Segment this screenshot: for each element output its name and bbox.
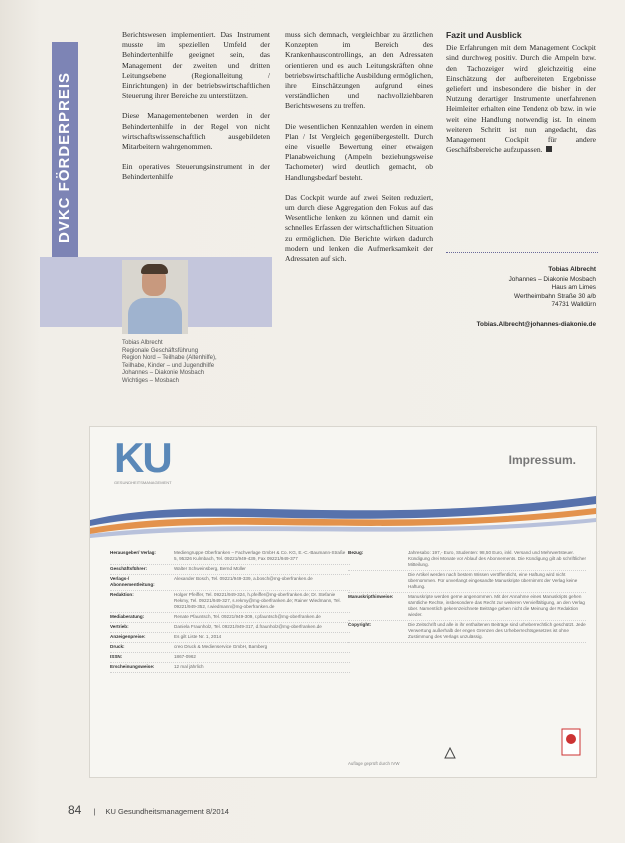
imprint-value: creo Druck & Medienservice GmbH, Bamberg (174, 644, 268, 649)
imprint-label: ISSN: (110, 654, 123, 659)
imprint-row (110, 653, 350, 663)
imprint-left-list (110, 549, 350, 673)
paragraph-wrap (446, 43, 596, 155)
paragraph: Diese Managementebenen werden in der Behindertenhilfe in der Regel von nicht wirtschaftswissenschaftlich ausgebildeten Mitarbeitern wahrgenommen. (122, 111, 270, 152)
imprint-label: Manuskripthinweise: (348, 594, 394, 599)
imprint-label (348, 572, 408, 590)
imprint-box (89, 426, 597, 778)
section-label: DVKC FÖRDERPREIS (56, 71, 74, 243)
imprint-value: 1867-0962 (174, 654, 196, 659)
imprint-row (110, 565, 350, 575)
author-address: Wertheimbahn Straße 30 a/b (514, 292, 596, 300)
imprint-label: Mediaberatung: (110, 614, 145, 619)
imprint-value: Die Artikel werden nach bestem Wissen veröffentlicht, eine Haftung wird nicht übernommen. Für unverlangt eingesandte Manuskripte übernimmt der Verlag keine Haftung. (408, 572, 578, 589)
wave-decoration (90, 482, 596, 542)
imprint-value: Manuskripte werden gerne angenommen. Mit der Annahme eines Manuskripts gehen sämtliche Rechte, insbesondere das Recht zur weiteren Vervielfältigung, an den Verlag über. Namentlich gekennzeichnete Beiträge geben nicht die Meinung der Redaktion wieder. (408, 594, 585, 617)
author-block (446, 266, 596, 329)
imprint-title: Impressum. (508, 453, 576, 467)
imprint-value: Walter Schweinsberg, Bernd Müller (174, 566, 246, 571)
imprint-label: Copyright: (348, 622, 372, 627)
imprint-row (110, 643, 350, 653)
imprint-row (348, 549, 586, 571)
section-label-wrap (52, 42, 78, 272)
caption-line: Regionale Geschäftsführung (122, 347, 199, 354)
caption-line: Wichtiges – Mosbach (122, 377, 180, 384)
author-address: Haus am Limes (551, 284, 596, 292)
imprint-label: Vertrieb: (110, 624, 129, 629)
imprint-row (348, 621, 586, 643)
photo-shirt (128, 298, 182, 334)
caption-line: Tobias Albrecht (122, 340, 163, 346)
end-mark-icon (546, 146, 552, 152)
paragraph: Das Cockpit wurde auf zwei Seiten reduziert, um durch diese Aggregation den Fokus auf das Wesentliche lenken zu können und damit ein schnelles Erfassen der wirtschaftlichen Situation zu ermöglichen. Die Berichte wirken dadurch modern und lenken die Aufmerksamkeit der Adressaten auf sich. (285, 192, 433, 264)
ku-logo (114, 434, 172, 485)
paragraph: Berichtswesen implementiert. Das Instrument musste im speziellen Umfeld der Behindertenhilfe geeignet sein, das Management der zweiten und dritten Leitungsebene (Regionalleitung / Einrichtungen) in der betriebswirtschaftlichen Steuerung ihrer Bereiche zu unterstützen. (122, 30, 270, 101)
imprint-row (110, 663, 350, 673)
author-name: Tobias Albrecht (548, 266, 596, 273)
imprint-label: Anzeigenpreise: (110, 634, 146, 639)
imprint-label: Bezug: (348, 550, 364, 555)
imprint-value: 12 mal jährlich (174, 664, 204, 669)
imprint-row (110, 575, 350, 591)
caption-line: Johannes – Diakonie Mosbach (122, 370, 205, 377)
page-footer (68, 803, 229, 817)
imprint-row (110, 623, 350, 633)
certification-logo-icon (560, 727, 582, 757)
logo-text: KU (114, 434, 171, 481)
caption-line: Teilhabe, Kinder – und Jugendhilfe (122, 362, 215, 369)
photo-caption (122, 340, 272, 386)
article-column-3 (446, 30, 596, 165)
paragraph: Die Erfahrungen mit dem Management Cockpit sind durchweg positiv. Durch die Ampeln bzw. den Tachozeiger wird gleichzeitig eine Einschätzung der aufbereiteten Ergebnisse geliefert und insbesondere die bisher in der Nutzung derartiger Instrumente unerfahrenen Heimleiter erhalten eine Tendenz ob bzw. in wie weit eine Handlung notwendig ist. In einem weiteren Schritt ist nun angedacht, das Management Cockpit für andere Geschäftsbereiche aufzupassen. (446, 43, 596, 155)
imprint-row (110, 633, 350, 643)
caption-line: Region Nord – Teilhabe (Altenhilfe), (122, 355, 217, 362)
divider (446, 252, 598, 253)
imprint-value: Alexander Bosch, Tel. 09221/949-339, a.bosch@mg-oberfranken.de (174, 576, 313, 581)
imprint-row (110, 549, 350, 565)
imprint-label: Redaktion: (110, 592, 134, 597)
author-email[interactable]: Tobias.Albrecht@johannes-diakonie.de (476, 321, 596, 329)
logo-subtitle: GESUNDHEITSMANAGEMENT (114, 480, 172, 485)
imprint-value: Renate Pfauntsch, Tel. 09221/949-309, r.pfauntsch@mg-oberfranken.de (174, 614, 321, 619)
imprint-row (110, 591, 350, 613)
imprint-row (348, 593, 586, 621)
imprint-label: Erscheinungsweise: (110, 664, 155, 669)
imprint-label: Druck: (110, 644, 125, 649)
imprint-right-list (348, 549, 586, 643)
photo-hair (141, 264, 168, 274)
imprint-value: Daniela Fraunholz, Tel. 09221/949-317, d.fraunholz@mg-oberfranken.de (174, 624, 322, 629)
pefc-logo-icon (444, 747, 456, 759)
footer-separator: | (93, 807, 96, 816)
imprint-row (110, 613, 350, 623)
imprint-row (348, 571, 586, 593)
imprint-value: Die Zeitschrift und alle in ihr enthaltenen Beiträge sind urheberrechtlich geschützt. Jede Verwertung außerhalb der engen Grenzen des Urheberrechtsgesetzes ist ohne Zustimmung des Verlags unzulässig. (408, 622, 586, 639)
article-column-1 (122, 30, 270, 193)
imprint-value: Mediengruppe Oberfranken – Fachverlage GmbH & Co. KG, E.-C.-Baumann-Straße 5, 95326 Kulmbach, Tel. 09221/949-439, Fax 09221/949-377 (174, 550, 346, 561)
paragraph: Die wesentlichen Kennzahlen werden in einem Plan / Ist Vergleich gegenübergestellt. Durch eine visuelle Bewertung einer etwaigen Planabweichung (Ampeln beziehungsweise Tachometer) wird deutlich gemacht, ob Handlungsbedarf besteht. (285, 121, 433, 182)
section-heading: Fazit und Ausblick (446, 30, 522, 40)
paragraph: Ein operatives Steuerungsinstrument in der Behindertenhilfe (122, 162, 270, 182)
imprint-label: Geschäftsführer: (110, 566, 148, 571)
imprint-value: Holger Pfeiffer, Tel. 09221/949-324, h.pfeiffer@mg-oberfranken.de; Dr. Stefanie Rekmy, Tel. 09221/949-327, s.rekmy@mg-oberfranken.de; Rainer Wiedmann, Tel. 09221/949-352, r.wiedmann@mg-oberfranken.de (174, 592, 341, 609)
imprint-value: Jahresabo: 197,- Euro, Studenten: 98,50 Euro, inkl. Versand und Mehrwertsteuer. Kündigung drei Monate vor Ablauf des Abonnements. Die Kündigung gilt ab schriftlicher Mitteilung. (408, 550, 586, 567)
paragraph: muss sich demnach, vergleichbar zu ärztlichen Konzepten im Bereich des Krankenhauscontrollings, an den Adressaten orientieren und es auch Leitungskräften ohne betriebswirtschaftliche Ausbildung ermöglichen, ihre Einschätzungen aufgrund eines verständlichen und nachvollziehbaren Berichtswesens zu treffen. (285, 30, 433, 111)
author-photo (122, 260, 188, 334)
article-column-2 (285, 30, 433, 274)
imprint-label: Herausgeber/ Verlag: (110, 550, 156, 555)
print-note: Auflage geprüft durch IVW (348, 761, 400, 766)
imprint-label: Verlags-/ Abonnementleitung: (110, 576, 155, 587)
imprint-value: Es gilt Liste Nr. 1, 2014 (174, 634, 222, 639)
publication-title: KU Gesundheitsmanagement 8/2014 (105, 807, 229, 816)
page-number: 84 (68, 803, 82, 817)
author-org: Johannes – Diakonie Mosbach (508, 276, 596, 284)
author-address: 74731 Walldürn (551, 300, 596, 308)
